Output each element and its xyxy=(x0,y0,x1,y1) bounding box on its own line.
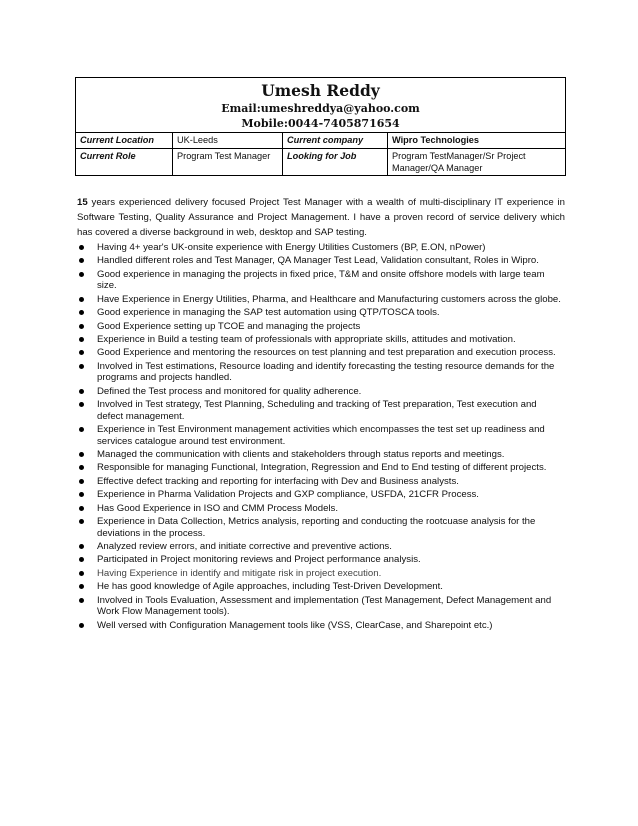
bullet-dot-icon xyxy=(79,465,84,470)
bullet-dot-icon xyxy=(79,427,84,432)
bullet-dot-icon xyxy=(79,310,84,315)
bullet-text: Having Experience in identify and mitigate risk in project execution. xyxy=(97,567,382,579)
bullet-item xyxy=(77,541,563,553)
bullet-item xyxy=(77,361,563,384)
bullet-item xyxy=(77,386,563,398)
bullet-dot-icon xyxy=(79,258,84,263)
years-experience: 15 xyxy=(77,197,88,208)
bullet-text: Good experience in managing the SAP test automation using QTP/TOSCA tools. xyxy=(97,307,440,319)
bullet-dot-icon xyxy=(79,364,84,369)
bullet-dot-icon xyxy=(79,544,84,549)
header-table xyxy=(75,77,566,176)
bullet-text: Analyzed review errors, and initiate corrective and preventive actions. xyxy=(97,541,392,552)
current-role-value: Program Test Manager xyxy=(173,149,283,176)
candidate-name: Umesh Reddy xyxy=(261,81,380,100)
bullet-text: Participated in Project monitoring reviews and Project performance analysis. xyxy=(97,554,421,566)
bullet-item xyxy=(77,424,563,447)
bullet-dot-icon xyxy=(79,389,84,394)
bullet-item xyxy=(77,554,563,566)
bullet-item xyxy=(77,449,563,461)
summary-text: years experienced delivery focused Project Test Manager with a wealth of multi-disciplinary IT experience in Software Testing, Quality Assurance and Project Management. I have a proven record of service delivery which has covered a diverse background in web, desktop and SAP testing. xyxy=(77,197,565,238)
bullet-dot-icon xyxy=(79,337,84,342)
bullet-dot-icon xyxy=(79,402,84,407)
looking-for-job-value: Program TestManager/Sr Project Manager/QA Manager xyxy=(388,149,566,176)
bullet-text: Experience in Data Collection, Metrics analysis, reporting and conducting the rootcuase analysis for the deviations in the process. xyxy=(97,516,536,539)
bullet-dot-icon xyxy=(79,598,84,603)
bullet-dot-icon xyxy=(79,479,84,484)
bullet-dot-icon xyxy=(79,571,84,576)
looking-for-job-label: Looking for Job xyxy=(283,149,388,176)
name-cell xyxy=(76,78,566,133)
bullet-item xyxy=(77,321,563,333)
bullet-item xyxy=(77,581,563,593)
bullet-dot-icon xyxy=(79,350,84,355)
bullet-dot-icon xyxy=(79,519,84,524)
bullet-item xyxy=(77,503,563,515)
bullet-item xyxy=(77,568,563,580)
bullet-item xyxy=(77,242,563,254)
bullet-text: Managed the communication with clients and stakeholders through status reports and meetings. xyxy=(97,449,505,461)
bullet-dot-icon xyxy=(79,324,84,329)
email-line: Email:umeshreddya@yahoo.com xyxy=(221,102,420,115)
mobile-line: Mobile:0044-7405871654 xyxy=(241,117,400,130)
bullet-text: Involved in Test strategy, Test Planning, Scheduling and tracking of Test preparation, Test execution and defect management. xyxy=(97,399,537,422)
bullet-item xyxy=(77,516,563,539)
bullet-text: Good experience in managing the projects in fixed price, T&M and onsite offshore models with large team size. xyxy=(97,268,545,292)
current-location-value: UK-Leeds xyxy=(173,133,283,149)
bullet-item xyxy=(77,334,563,346)
bullet-text: Defined the Test process and monitored for quality adherence. xyxy=(97,385,362,397)
bullet-text: Involved in Tools Evaluation, Assessment and implementation (Test Management, Defect Management and Work Flow Management tools). xyxy=(97,594,552,618)
bullet-dot-icon xyxy=(79,492,84,497)
bullet-item xyxy=(77,294,563,306)
summary-paragraph xyxy=(77,196,565,240)
bullet-text: Good Experience and mentoring the resources on test planning and test preparation and execution process. xyxy=(97,347,556,359)
bullet-text: Experience in Test Environment management activities which encompasses the test set up readiness and services catalogue around test environment. xyxy=(97,424,545,447)
bullet-text: Experience in Pharma Validation Projects and GXP compliance, USFDA, 21CFR Process. xyxy=(97,489,479,501)
bullet-item xyxy=(77,462,563,474)
role-row xyxy=(76,149,566,176)
bullet-text: Involved in Test estimations, Resource loading and identify forecasting the testing resource demands for the programs and projects handled. xyxy=(97,360,555,384)
bullet-text: Has Good Experience in ISO and CMM Process Models. xyxy=(97,502,339,514)
name-row xyxy=(76,78,566,133)
bullet-dot-icon xyxy=(79,452,84,457)
bullet-text: Responsible for managing Functional, Integration, Regression and End to End testing of different projects. xyxy=(97,462,547,474)
bullet-text: Experience in Build a testing team of professionals with appropriate skills, attitudes and motivation. xyxy=(97,333,516,345)
bullet-item xyxy=(77,307,563,319)
bullet-dot-icon xyxy=(79,297,84,302)
experience-bullet-list xyxy=(77,242,563,633)
bullet-item xyxy=(77,595,563,618)
bullet-text: Have Experience in Energy Utilities, Pharma, and Healthcare and Manufacturing customers across the globe. xyxy=(97,293,561,305)
bullet-text: Effective defect tracking and reporting for interfacing with Dev and Business analysts. xyxy=(97,475,459,487)
bullet-item xyxy=(77,269,563,292)
current-role-label: Current Role xyxy=(76,149,173,176)
bullet-dot-icon xyxy=(79,623,84,628)
current-company-label: Current company xyxy=(283,133,388,149)
bullet-dot-icon xyxy=(79,506,84,511)
bullet-text: Good Experience setting up TCOE and managing the projects xyxy=(97,320,361,332)
current-company-value: Wipro Technologies xyxy=(388,133,566,149)
bullet-item xyxy=(77,620,563,632)
bullet-item xyxy=(77,399,563,422)
bullet-dot-icon xyxy=(79,584,84,589)
bullet-text: Having 4+ year's UK-onsite experience with Energy Utilities Customers (BP, E.ON, nPower) xyxy=(97,242,486,253)
location-row xyxy=(76,133,566,149)
bullet-text: Well versed with Configuration Management tools like (VSS, ClearCase, and Sharepoint etc.) xyxy=(97,619,493,631)
current-location-label: Current Location xyxy=(76,133,173,149)
bullet-text: He has good knowledge of Agile approaches, including Test-Driven Development. xyxy=(97,581,443,593)
bullet-dot-icon xyxy=(79,557,84,562)
bullet-item xyxy=(77,489,563,501)
bullet-dot-icon xyxy=(79,272,84,277)
bullet-text: Handled different roles and Test Manager, QA Manager Test Lead, Validation consultant, Roles in Wipro. xyxy=(97,255,539,267)
bullet-item xyxy=(77,347,563,359)
bullet-dot-icon xyxy=(79,245,84,250)
bullet-item xyxy=(77,255,563,267)
bullet-item xyxy=(77,476,563,488)
